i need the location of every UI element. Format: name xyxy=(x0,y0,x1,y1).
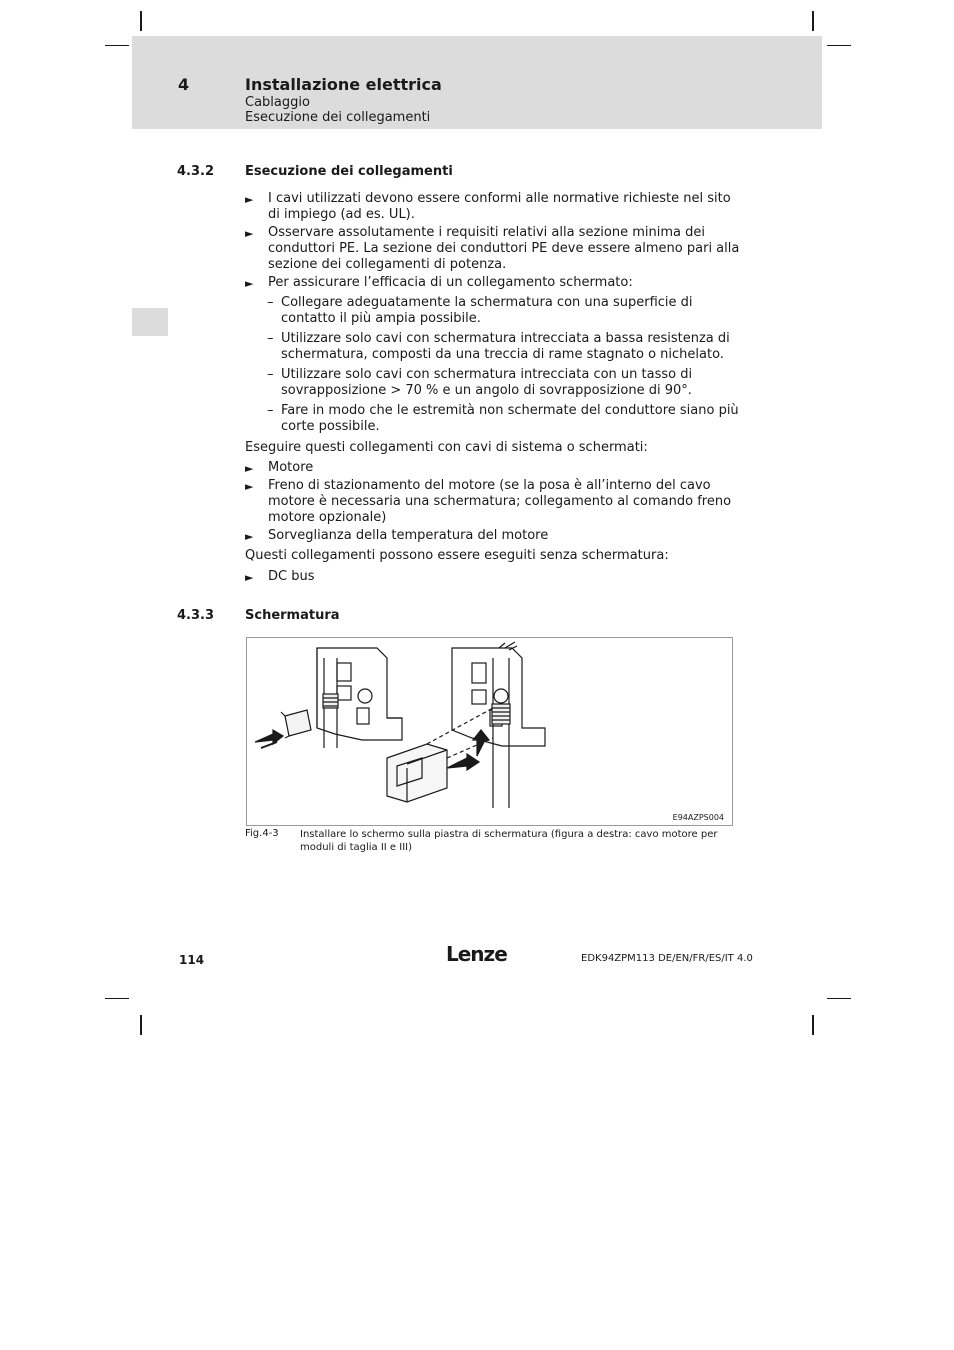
crop-mark xyxy=(827,45,851,46)
list-item: ► Per assicurare l’efficacia di un collegamento schermato: xyxy=(245,275,633,290)
lenze-logo: Lenze xyxy=(446,942,507,966)
dash-icon: – xyxy=(267,331,274,346)
crop-mark xyxy=(105,998,129,999)
list-item: ► Osservare assolutamente i requisiti relativi alla sezione minima dei conduttori PE. La sezione dei conduttori PE deve essere almeno pari alla sezione dei collegamenti di potenza. xyxy=(245,225,740,272)
tab-marker xyxy=(132,308,168,336)
chapter-subtitle: Esecuzione dei collegamenti xyxy=(245,110,431,125)
list-item: – Utilizzare solo cavi con schermatura intrecciata a bassa resistenza di schermatura, composti da una treccia di rame stagnato o nichelato. xyxy=(267,331,730,362)
section-number: 4.3.3 xyxy=(177,608,215,623)
figure-frame xyxy=(246,637,733,826)
section-number: 4.3.2 xyxy=(177,164,215,179)
list-item: ► Motore xyxy=(245,460,314,475)
paragraph: Eseguire questi collegamenti con cavi di sistema o schermati: xyxy=(245,440,648,455)
list-item: – Utilizzare solo cavi con schermatura intrecciata con un tasso di sovrapposizione > 70 % e un angolo di sovrapposizione di 90°. xyxy=(267,367,693,398)
chapter-subtitle: Cablaggio xyxy=(245,95,310,110)
bullet-icon: ► xyxy=(245,480,254,493)
section-title: Esecuzione dei collegamenti xyxy=(245,164,453,179)
list-item: – Fare in modo che le estremità non schermate del conduttore siano più corte possibile. xyxy=(267,403,739,434)
bullet-icon: ► xyxy=(245,277,254,290)
dash-icon: – xyxy=(267,403,274,418)
figure-code: E94AZPS004 xyxy=(672,813,724,822)
dash-icon: – xyxy=(267,295,274,310)
crop-mark xyxy=(140,11,142,31)
figure-label: Fig.4-3 xyxy=(245,828,279,839)
section-body xyxy=(245,191,740,585)
shield-plate-illustration xyxy=(247,638,732,825)
list-item: ► DC bus xyxy=(245,569,315,584)
list-item: ► I cavi utilizzati devono essere conformi alle normative richieste nel sito di impiego (ad es. UL). xyxy=(245,191,731,222)
dash-icon: – xyxy=(267,367,274,382)
crop-mark xyxy=(812,11,814,31)
crop-mark xyxy=(105,45,129,46)
section-title: Schermatura xyxy=(245,608,340,623)
bullet-icon: ► xyxy=(245,227,254,240)
document-reference: EDK94ZPM113 DE/EN/FR/ES/IT 4.0 xyxy=(581,953,753,964)
chapter-number: 4 xyxy=(178,75,190,94)
list-item: ► Sorveglianza della temperatura del motore xyxy=(245,528,549,543)
chapter-title: Installazione elettrica xyxy=(245,75,442,94)
bullet-icon: ► xyxy=(245,571,254,584)
bullet-icon: ► xyxy=(245,193,254,206)
crop-mark xyxy=(827,998,851,999)
page-number: 114 xyxy=(179,953,205,967)
paragraph: Questi collegamenti possono essere eseguiti senza schermatura: xyxy=(245,548,669,563)
list-item: ► Freno di stazionamento del motore (se la posa è all’interno del cavo motore è necessaria una schermatura; collegamento al comando freno motore opzionale) xyxy=(245,478,732,525)
chapter-header xyxy=(132,36,822,129)
crop-mark xyxy=(812,1015,814,1035)
bullet-icon: ► xyxy=(245,530,254,543)
bullet-icon: ► xyxy=(245,462,254,475)
figure-caption: Installare lo schermo sulla piastra di schermatura (figura a destra: cavo motore per moduli di taglia II e III) xyxy=(300,829,718,853)
crop-mark xyxy=(140,1015,142,1035)
list-item: – Collegare adeguatamente la schermatura con una superficie di contatto il più ampia possibile. xyxy=(267,295,693,326)
